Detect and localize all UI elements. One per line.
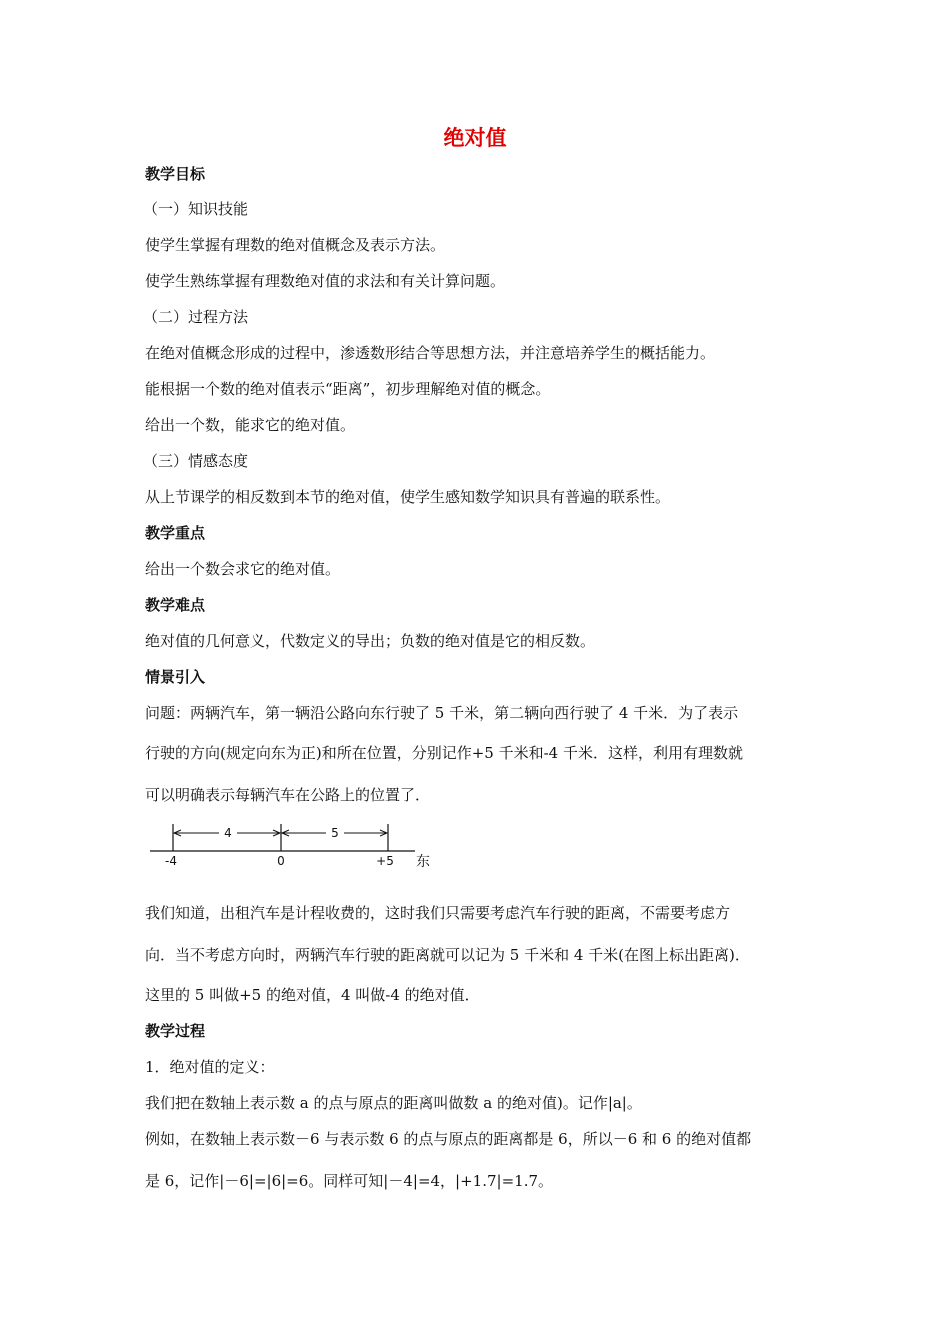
paragraph: 这里的 5 叫做+5 的绝对值，4 叫做-4 的绝对值．: [145, 986, 480, 1004]
paragraph: 例如，在数轴上表示数－6 与表示数 6 的点与原点的距离都是 6，所以－6 和 6 的绝对值都: [145, 1130, 752, 1148]
subheading-process: （二）过程方法: [143, 308, 249, 326]
paragraph: 问题：两辆汽车，第一辆沿公路向东行驶了 5 千米，第二辆向西行驶了 4 千米．为了表示: [145, 704, 739, 722]
paragraph: 给出一个数，能求它的绝对值。: [145, 416, 356, 434]
tick-label-plus-5: +5: [376, 854, 394, 868]
section-heading-key-points: 教学重点: [145, 524, 206, 542]
tick-label-minus-4: -4: [165, 854, 177, 868]
paragraph: 我们知道，出租汽车是计程收费的，这时我们只需要考虑汽车行驶的距离，不需要考虑方: [145, 904, 731, 922]
paragraph: 1．绝对值的定义：: [145, 1058, 275, 1076]
paragraph: 可以明确表示每辆汽车在公路上的位置了．: [145, 786, 431, 804]
paragraph: 在绝对值概念形成的过程中，渗透数形结合等思想方法，并注意培养学生的概括能力。: [145, 344, 716, 362]
paragraph: 能根据一个数的绝对值表示“距离”，初步理解绝对值的概念。: [145, 380, 551, 398]
subheading-knowledge: （一）知识技能: [143, 200, 249, 218]
tick-label-zero: 0: [277, 854, 285, 868]
paragraph: 向．当不考虑方向时，两辆汽车行驶的距离就可以记为 5 千米和 4 千米(在图上标出距离)．: [145, 946, 750, 964]
east-label: 东: [416, 854, 430, 870]
paragraph: 使学生掌握有理数的绝对值概念及表示方法。: [145, 236, 446, 254]
paragraph: 是 6，记作|－6|=|6|=6。同样可知|－4|=4，|+1.7|=1.7。: [145, 1172, 554, 1190]
paragraph: 绝对值的几何意义，代数定义的导出；负数的绝对值是它的相反数。: [145, 632, 596, 650]
section-heading-introduction: 情景引入: [145, 668, 206, 686]
number-line-diagram: [145, 818, 445, 874]
section-heading-goals: 教学目标: [145, 165, 206, 183]
subheading-attitude: （三）情感态度: [143, 452, 249, 470]
paragraph: 从上节课学的相反数到本节的绝对值，使学生感知数学知识具有普遍的联系性。: [145, 488, 671, 506]
paragraph: 我们把在数轴上表示数 a 的点与原点的距离叫做数 a 的绝对值)。记作|a|。: [145, 1094, 642, 1112]
paragraph: 行驶的方向(规定向东为正)和所在位置，分别记作+5 千米和-4 千米．这样，利用有理数就: [145, 744, 743, 762]
section-heading-process: 教学过程: [145, 1022, 206, 1040]
paragraph: 给出一个数会求它的绝对值。: [145, 560, 341, 578]
distance-label-right: 5: [331, 826, 339, 840]
distance-label-left: 4: [224, 826, 232, 840]
page-title: 绝对值: [443, 126, 507, 150]
section-heading-difficulties: 教学难点: [145, 596, 206, 614]
paragraph: 使学生熟练掌握有理数绝对值的求法和有关计算问题。: [145, 272, 506, 290]
